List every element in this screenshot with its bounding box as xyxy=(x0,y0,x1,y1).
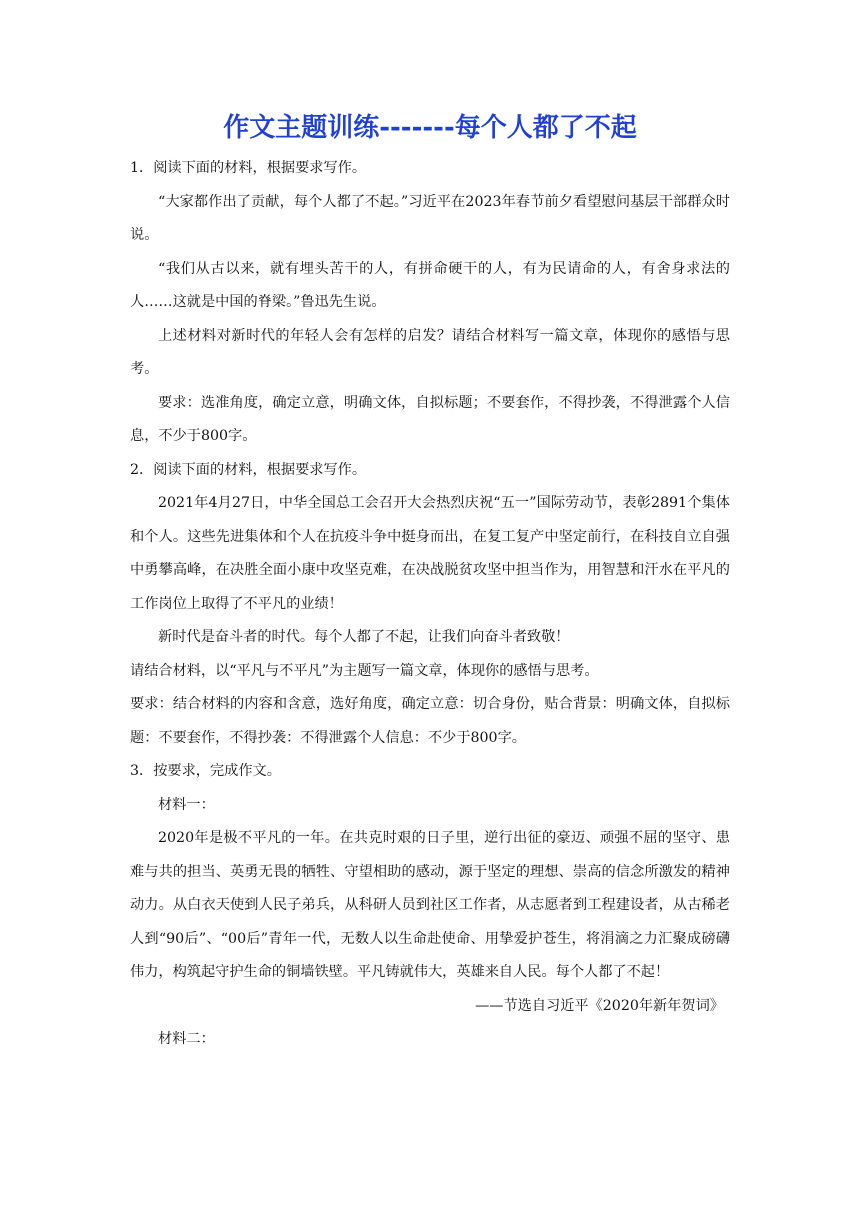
question-1-requirements: 要求：选准角度，确定立意，明确文体，自拟标题；不要套作，不得抄袭，不得泄露个人信息，不少于800字。 xyxy=(130,394,730,444)
question-1-heading: 1．阅读下面的材料，根据要求写作。 xyxy=(130,160,367,176)
material-one-label: 材料一： xyxy=(158,796,215,813)
question-2-requirements: 要求：结合材料的内容和含意，选好角度，确定立意：切合身份，贴合背景：明确文体，自拟标题：不要套作，不得抄袭：不得泄露个人信息：不少于800字。 xyxy=(130,696,730,746)
material-one-source: ——节选自习近平《2020年新年贺词》 xyxy=(475,997,724,1014)
question-2-material: 2021年4月27日，中华全国总工会召开大会热烈庆祝“五一”国际劳动节，表彰2891个集体和个人。这些先进集体和个人在抗疫斗争中挺身而出，在复工复产中坚定前行，在科技自立自强中勇攀高峰，在决胜全面小康中攻坚克难，在决战脱贫攻坚中担当作为，用智慧和汗水在平凡的工作岗位上取得了不平凡的业绩！ xyxy=(130,495,730,612)
question-2-prompt: 请结合材料，以“平凡与不平凡”为主题写一篇文章，体现你的感悟与思考。 xyxy=(130,662,599,679)
question-2-material-closing: 新时代是奋斗者的时代。每个人都了不起，让我们向奋斗者致敬！ xyxy=(158,629,570,645)
material-two-label: 材料二： xyxy=(158,1031,215,1047)
document-body xyxy=(130,152,730,1057)
question-1-prompt: 上述材料对新时代的年轻人会有怎样的启发？请结合材料写一篇文章，体现你的感悟与思考。 xyxy=(130,327,730,377)
document-title: 作文主题训练-------每个人都了不起 xyxy=(223,113,637,143)
question-2-heading: 2．阅读下面的材料，根据要求写作。 xyxy=(130,461,367,478)
material-one-text: 2020年是极不平凡的一年。在共克时艰的日子里，逆行出征的豪迈、顽强不屈的坚守、患难与共的担当、英勇无畏的牺牲、守望相助的感动，源于坚定的理想、崇高的信念所激发的精神动力。从白衣天使到人民子弟兵，从科研人员到社区工作者，从志愿者到工程建设者，从古稀老人到“90后”、“00后”青年一代，无数人以生命赴使命、用挚爱护苍生，将涓滴之力汇聚成磅礴伟力，构筑起守护生命的铜墙铁壁。平凡铸就伟大，英雄来自人民。每个人都了不起！ xyxy=(130,830,730,980)
material-quote-1: “大家都作出了贡献，每个人都了不起。”习近平在2023年春节前夕看望慰问基层干部群众时说。 xyxy=(130,193,730,243)
question-3-heading: 3．按要求，完成作文。 xyxy=(130,763,281,779)
material-quote-2: “我们从古以来，就有埋头苦干的人，有拼命硬干的人，有为民请命的人，有舍身求法的人……这就是中国的脊梁。”鲁迅先生说。 xyxy=(130,260,730,310)
